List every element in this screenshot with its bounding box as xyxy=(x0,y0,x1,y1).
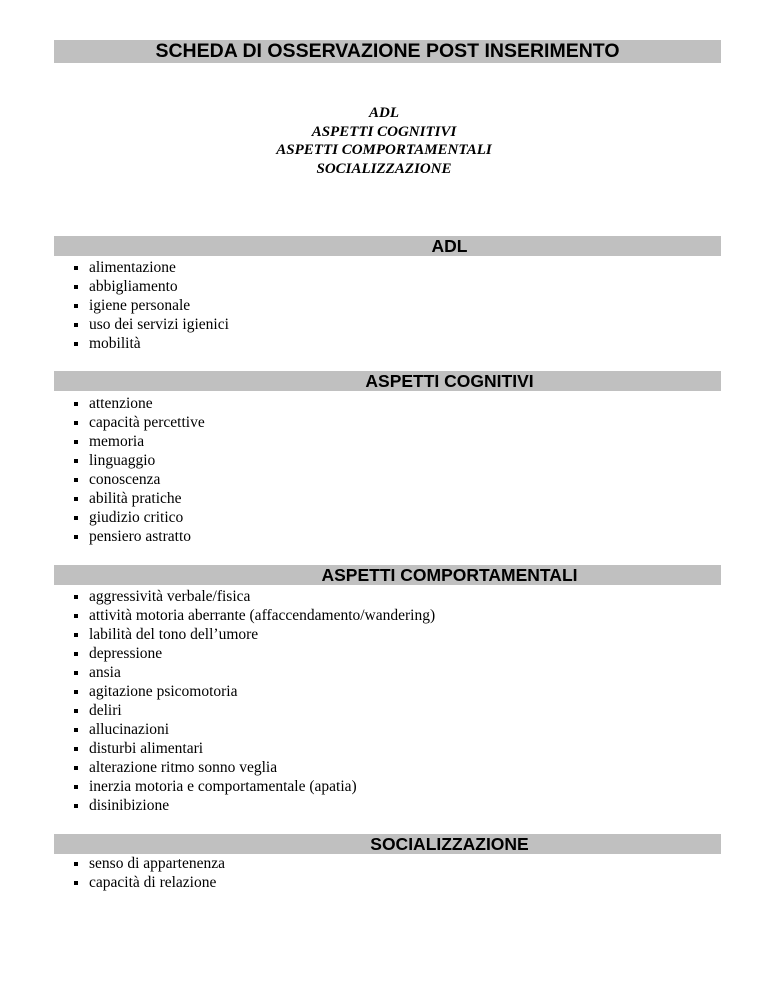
contents-item: ASPETTI COMPORTAMENTALI xyxy=(276,142,492,159)
list-item: disturbi alimentari xyxy=(74,739,435,758)
list-item: linguaggio xyxy=(74,451,205,470)
list-item: alimentazione xyxy=(74,258,229,277)
section-heading-socializzazione: SOCIALIZZAZIONE xyxy=(54,834,721,854)
list-item: attenzione xyxy=(74,394,205,413)
list-item: abbigliamento xyxy=(74,277,229,296)
list-item: deliri xyxy=(74,701,435,720)
section-heading-aspetti-cognitivi: ASPETTI COGNITIVI xyxy=(54,371,721,391)
list-item: disinibizione xyxy=(74,796,435,815)
list-item: mobilità xyxy=(74,334,229,353)
list-item: memoria xyxy=(74,432,205,451)
list-item: agitazione psicomotoria xyxy=(74,682,435,701)
section-heading-aspetti-comportamentali: ASPETTI COMPORTAMENTALI xyxy=(54,565,721,585)
page-title: SCHEDA DI OSSERVAZIONE POST INSERIMENTO xyxy=(54,40,721,63)
contents-list xyxy=(0,104,768,178)
list-item: igiene personale xyxy=(74,296,229,315)
list-item: ansia xyxy=(74,663,435,682)
list-item: alterazione ritmo sonno veglia xyxy=(74,758,435,777)
list-item: conoscenza xyxy=(74,470,205,489)
section-heading-adl: ADL xyxy=(54,236,721,256)
list-item: aggressività verbale/fisica xyxy=(74,587,435,606)
contents-item: ASPETTI COGNITIVI xyxy=(311,123,457,140)
list-item: depressione xyxy=(74,644,435,663)
contents-item: ADL xyxy=(369,105,399,121)
list-item: senso di appartenenza xyxy=(74,854,225,873)
section-list-aspetti-cognitivi xyxy=(74,394,205,546)
section-list-aspetti-comportamentali xyxy=(74,587,435,815)
list-item: pensiero astratto xyxy=(74,527,205,546)
contents-item: SOCIALIZZAZIONE xyxy=(316,160,452,177)
list-item: giudizio critico xyxy=(74,508,205,527)
list-item: attività motoria aberrante (affaccendamento/wandering) xyxy=(74,606,435,625)
list-item: labilità del tono dell’umore xyxy=(74,625,435,644)
section-list-adl xyxy=(74,258,229,353)
list-item: inerzia motoria e comportamentale (apatia) xyxy=(74,777,435,796)
section-list-socializzazione xyxy=(74,854,225,892)
list-item: allucinazioni xyxy=(74,720,435,739)
list-item: capacità percettive xyxy=(74,413,205,432)
list-item: capacità di relazione xyxy=(74,873,225,892)
list-item: uso dei servizi igienici xyxy=(74,315,229,334)
list-item: abilità pratiche xyxy=(74,489,205,508)
